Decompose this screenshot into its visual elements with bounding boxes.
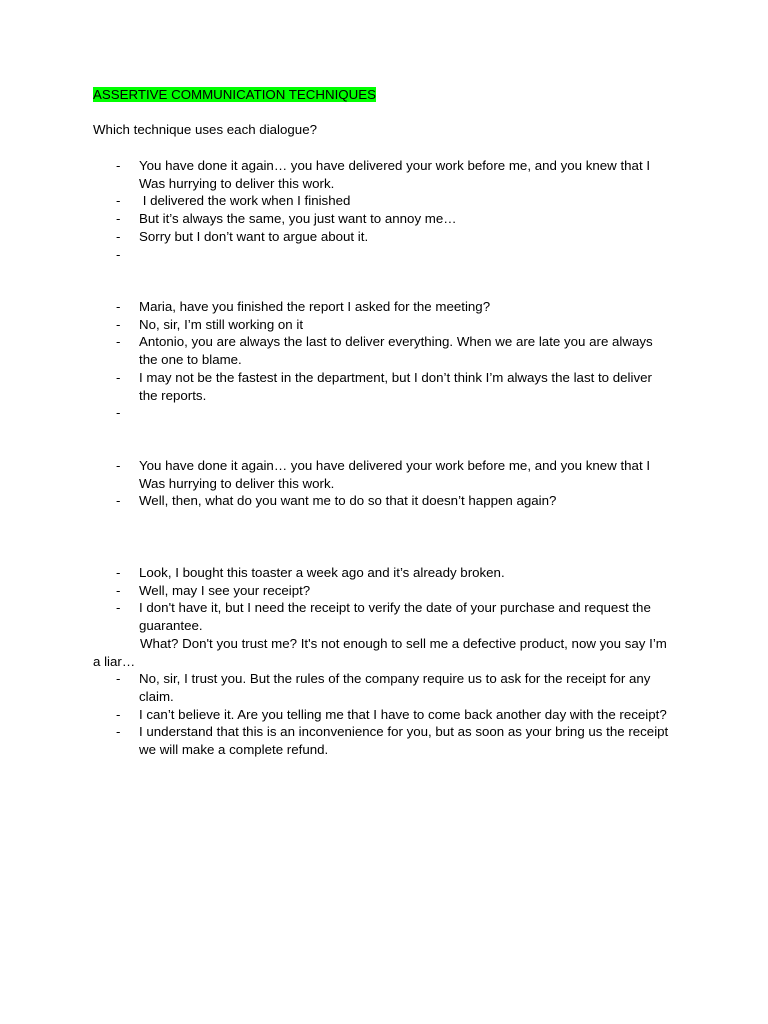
dialogue-line: Well, then, what do you want me to do so that it doesn’t happen again? (139, 493, 557, 509)
list-item (0, 599, 768, 634)
bullet-dash: - (116, 724, 121, 740)
list-item (0, 492, 768, 510)
dialogue-line: I delivered the work when I finished (139, 193, 351, 209)
dialogue-line: But it’s always the same, you just want to annoy me… (139, 211, 457, 227)
question-text: Which technique uses each dialogue? (93, 122, 317, 137)
bullet-dash: - (116, 369, 121, 385)
bullet-dash: - (116, 316, 121, 332)
bullet-dash: - (116, 671, 121, 687)
bullet-dash: - (116, 458, 121, 473)
bullet-dash: - (116, 582, 121, 598)
list-item (0, 670, 768, 705)
bullet-dash: - (116, 299, 121, 314)
bullet-dash: - (116, 706, 121, 722)
dialogue-line: I understand that this is an inconvenience for you, but as soon as your bring us the receipt we will make a complete refund. (139, 724, 669, 758)
list-item (0, 157, 768, 192)
list-item (0, 582, 768, 600)
bullet-dash: - (116, 565, 121, 580)
bullet-dash: - (116, 493, 121, 509)
list-item (0, 298, 768, 316)
bullet-dash: - (116, 158, 121, 173)
document-title (93, 86, 376, 104)
dialogue-line: I may not be the fastest in the department, but I don’t think I’m always the last to deliver the reports. (139, 369, 652, 403)
dialogue-line: Look, I bought this toaster a week ago and it’s already broken. (139, 565, 505, 580)
list-item (0, 564, 768, 582)
bullet-dash: - (116, 334, 121, 350)
dialogue-line: Well, may I see your receipt? (139, 582, 311, 598)
dialogue-group-3 (0, 457, 768, 510)
bullet-dash: - (116, 405, 121, 421)
list-item (0, 228, 768, 246)
dialogue-line: Antonio, you are always the last to deliver everything. When we are late you are always the one to blame. (139, 334, 653, 368)
dialogue-group-4 (0, 564, 768, 759)
bullet-dash: - (116, 211, 121, 227)
list-item (0, 246, 768, 264)
bullet-dash: - (116, 246, 121, 262)
bullet-dash: - (116, 600, 121, 616)
list-item (0, 723, 768, 758)
bullet-dash: - (116, 228, 121, 244)
dialogue-continuation: What? Don't you trust me? It's not enough to sell me a defective product, now you say I’m a liar… (93, 635, 667, 669)
dialogue-group-2 (0, 298, 768, 422)
list-item (0, 333, 768, 368)
list-item (0, 706, 768, 724)
dialogue-line: Sorry but I don’t want to argue about it. (139, 228, 369, 244)
bullet-dash: - (116, 193, 121, 209)
list-item (0, 404, 768, 422)
list-item (0, 457, 768, 492)
dialogue-line: I don't have it, but I need the receipt to verify the date of your purchase and request the guarantee. (139, 600, 651, 634)
dialogue-line: You have done it again… you have delivered your work before me, and you knew that I Was hurrying to deliver this work. (139, 458, 651, 491)
list-item (0, 210, 768, 228)
dialogue-line: No, sir, I’m still working on it (139, 316, 304, 332)
dialogue-line: Maria, have you finished the report I asked for the meeting? (139, 299, 491, 314)
list-item (0, 192, 768, 210)
list-item (0, 369, 768, 404)
highlighted-title-text: ASSERTIVE COMMUNICATION TECHNIQUES (93, 87, 376, 102)
dialogue-group-1 (0, 157, 768, 263)
dialogue-line: You have done it again… you have delivered your work before me, and you knew that I Was hurrying to deliver this work. (139, 158, 651, 191)
dialogue-line: I can’t believe it. Are you telling me that I have to come back another day with the receipt? (139, 706, 667, 722)
list-item (0, 316, 768, 334)
dialogue-line: No, sir, I trust you. But the rules of the company require us to ask for the receipt for any claim. (139, 671, 651, 704)
